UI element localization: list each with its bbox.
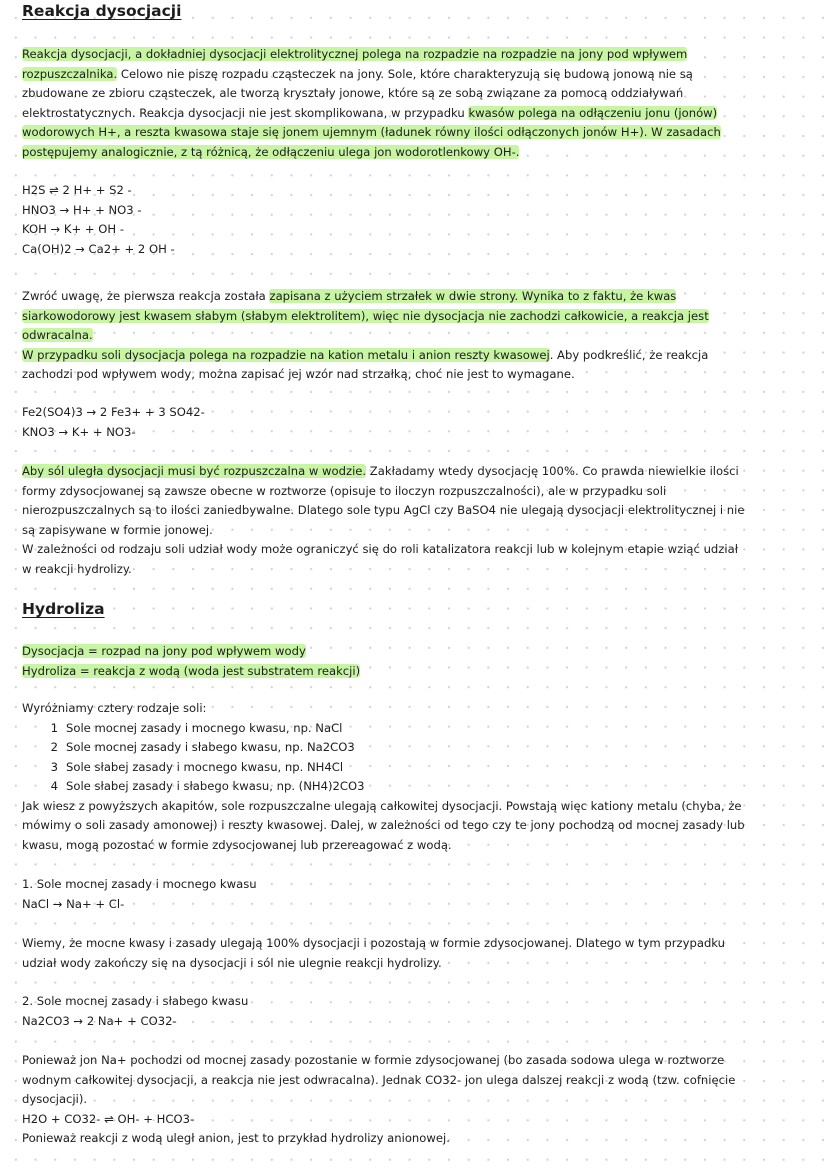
text-line [22,346,806,366]
text-line: Sole słabej zasady i mocnego kwasu, np. NH4Cl [66,759,344,774]
text-line: nierozpuszczalnych są to ilości zaniedbywalne. Dlatego sole typu AgCl czy BaSO4 nie ulegają dysocjacji elektrolitycznej i nie [22,503,745,517]
section-title-dysocjacja [22,2,806,20]
paragraph-1 [22,45,806,162]
equation: KNO3 → K+ + NO3- [22,424,136,439]
text-line: kwasu, mogą pozostać w formie zdysocjowanej lub przereagować z wodą. [22,837,452,852]
text-line [22,143,806,163]
text-line [22,326,806,346]
text-line: dysocjacji). [22,1092,88,1106]
text-line: Aby sól uległa dysocjacji musi być rozpuszczalna w wodzie. [22,464,367,478]
text-line: Ponieważ reakcji z wodą uległ anion, jest to przykład hydrolizy anionowej. [22,1131,450,1145]
equation: Ca(OH)2 → Ca2+ + 2 OH - [22,241,175,256]
case-title: 2. Sole mocnej zasady i słabego kwasu [22,994,249,1008]
text-line [22,642,806,662]
text-line: formy zdysocjowanej są zawsze obecne w roztworze (opisuje to iloczyn rozpuszczalności), ale w przypadku soli [22,483,667,498]
paragraph-3 [22,462,806,579]
text-line: Sole słabej zasady i słabego kwasu, np. (NH4)2CO3 [66,779,365,793]
text-line: mówimy o soli zasady amonowej) i reszty kwasowej. Dalej, w zależności od tego czy te jony pochodzą od mocnej zasady lub [22,818,745,832]
text-line: Ponieważ jon Na+ pochodzi od mocnej zasady pozostanie w formie zdysocjowanej (bo zasada sodowa ulega w roztworze [22,1053,725,1067]
text-line [22,540,806,560]
equations-1 [22,181,806,259]
equation: Na2CO3 → 2 Na+ + CO32- [22,1013,177,1028]
text-line: postępujemy analogicznie, z tą różnicą, że odłączeniu ulega jon wodorotlenkowy OH-. [22,144,520,159]
text-line [22,501,806,521]
text-line: Sole mocnej zasady i słabego kwasu, np. Na2CO3 [66,740,355,754]
heading: Reakcja dysocjacji [22,2,182,20]
text-line: udział wody zakończy się na dysocjacji i sól nie ulegnie reakcji hydrolizy. [22,955,442,970]
definition: Hydroliza = reakcja z wodą (woda jest substratem reakcji) [22,663,361,678]
text-line [22,307,806,327]
text-line: kwasów polega na odłączeniu jonu (jonów) [468,105,718,120]
heading: Hydroliza [22,600,105,618]
list-item [22,758,806,778]
text-line: W przypadku soli dysocjacja polega na rozpadzie na kation metalu i anion reszty kwasowej [22,347,550,362]
text-line [22,287,806,307]
text-line: 1 [50,720,58,735]
text-line: Reakcja dysocjacji, a dokładniej dysocjacji elektrolitycznej polega na rozpadzie na rozpadzie na jony pod wpływem [22,47,688,61]
equation: Fe2(SO4)3 → 2 Fe3+ + 3 SO42- [22,405,205,419]
salt-types [22,699,806,855]
text-line: zachodzi pod wpływem wody, można zapisać jej wzór nad strzałką, choć nie jest to wymagane. [22,367,575,381]
equation: H2O + CO32- ⇌ OH- + HCO3- [22,1111,195,1126]
text-line [22,560,806,580]
text-line: zapisana z użyciem strzałek w dwie strony. Wynika to z faktu, że kwas [269,289,677,303]
text-line: siarkowodorowy jest kwasem słabym (słabym elektrolitem), więc nie dysocjacja nie zachodzi całkowicie, a reakcja jest [22,308,709,323]
text-line: 2 [50,740,58,754]
text-line [22,104,806,124]
text-line [22,123,806,143]
text-line: rozpuszczalnika. [22,66,118,81]
text-line: zbudowane ze zbioru cząsteczek, ale tworzą kryształy jonowe, które są ze sobą związane za pomocą oddziaływań [22,86,684,100]
definition: Dysocjacja = rozpad na jony pod wpływem wody [22,644,306,658]
case-1 [22,875,806,914]
text-line: Celowo nie piszę rozpadu cząsteczek na jony. Sole, które charakteryzują się budową jonową nie są [117,66,693,81]
section-title-hydroliza [22,600,806,618]
paragraph-5 [22,934,806,973]
text-line: są zapisywane w formie jonowej. [22,522,213,537]
text-line: Jak wiesz z powyższych akapitów, sole rozpuszczalne ulegają całkowitej dysocjacji. Powstają więc kationy metalu (chyba, że [22,798,742,813]
text-line: elektrostatycznych. Reakcja dysocjacji nie jest skomplikowana, w przypadku [22,105,469,120]
equation: HNO3 → H+ + NO3 - [22,202,142,217]
equation: NaCl → Na+ + Cl- [22,896,125,911]
text-line [22,521,806,541]
text-line [22,45,806,65]
text-line [22,462,806,482]
text-line: w reakcji hydrolizy. [22,561,132,576]
text-line: Zwróć uwagę, że pierwsza reakcja została [22,289,270,303]
text-line: Wiemy, że mocne kwasy i zasady ulegają 100% dysocjacji i pozostają w formie zdysocjowanej. Dlatego w tym przypadku [22,936,726,950]
list-item [22,719,806,739]
text-line [22,65,806,85]
case-2 [22,992,806,1031]
case-title: 1. Sole mocnej zasady i mocnego kwasu [22,877,257,891]
text-line: . Aby podkreślić, że reakcja [549,347,709,362]
list-intro: Wyróżniamy cztery rodzaje soli: [22,701,207,715]
text-line [22,365,806,385]
text-line: odwracalna. [22,328,93,342]
list-item [22,738,806,758]
text-line: 3 [50,759,58,774]
paragraph-6 [22,1051,806,1149]
text-line: Sole mocnej zasady i mocnego kwasu, np. NaCl [66,720,343,735]
text-line [22,84,806,104]
text-line: Zakładamy wtedy dysocjację 100%. Co prawda niewielkie ilości [366,464,739,478]
text-line: wodorowych H+, a reszta kwasowa staje się jonem ujemnym (ładunek równy ilości odłączonych jonów H+). W zasadach [22,125,721,139]
definitions [22,642,806,681]
equation: H2S ⇌ 2 H+ + S2 - [22,183,132,197]
equations-2 [22,403,806,442]
text-line [22,482,806,502]
text-line: W zależności od rodzaju soli udział wody może ograniczyć się do roli katalizatora reakcji lub w kolejnym etapie wziąć udział [22,542,738,556]
list-item [22,777,806,797]
text-line [22,662,806,682]
text-line: 4 [50,779,58,793]
equation: KOH → K+ + OH - [22,222,125,236]
text-line: wodnym całkowitej dysocjacji, a reakcja nie jest odwracalna). Jednak CO32- jon ulega dalszej reakcji z wodą (tzw. cofnięcie [22,1072,736,1087]
paragraph-2 [22,287,806,385]
